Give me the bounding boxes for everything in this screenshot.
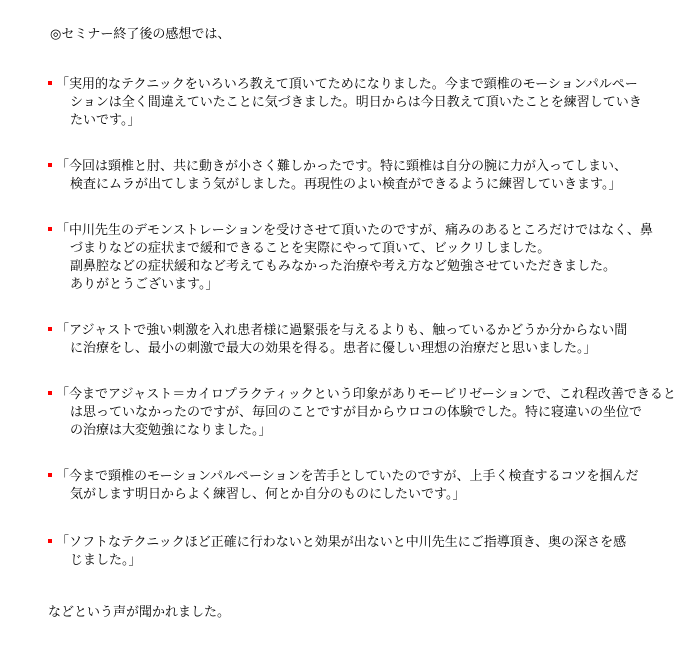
comment-line: 検査にムラが出てしまう気がしました。再現性のよい検査ができるように練習していきます。」 (70, 177, 622, 192)
comment-line: 「今まで頸椎のモーションパルペーションを苦手としていたのですが、上手く検査するコツを掴んだ (56, 469, 639, 484)
comment-item (48, 222, 663, 294)
comment-line: に治療をし、最小の刺激で最大の効果を得る。患者に優しい理想の治療だと思いました。」 (70, 341, 597, 356)
comment-line: 「ソフトなテクニックほど正確に行わないと効果が出ないと中川先生にご指導頂き、奥の深さを感 (56, 535, 627, 550)
comment-line: 気がします明日からよく練習し、何とか自分のものにしたいです。」 (70, 487, 466, 502)
comment-item (48, 322, 663, 358)
comment-line: は思っていなかったのですが、毎回のことですが目からウロコの体験でした。特に寝違いの坐位で (70, 405, 643, 420)
comment-line: ションは全く間違えていたことに気づきました。明日からは今日教えて頂いたことを練習していき (70, 95, 642, 110)
comment-line: 副鼻腔などの症状緩和など考えてもみなかった治療や考え方など勉強させていただきました。 (70, 259, 617, 274)
comment-text (48, 386, 676, 440)
intro-heading: ◎セミナー終了後の感想では、 (50, 27, 231, 42)
comment-line: 「アジャストで強い刺激を入れ患者様に過緊張を与えるよりも、触っているかどうか分からない間 (56, 323, 628, 338)
red-bullet-icon (48, 539, 52, 543)
comment-text (48, 222, 663, 294)
comment-line: じました。」 (70, 553, 142, 568)
comment-item (48, 158, 663, 194)
comment-item (48, 534, 663, 570)
comment-line: 「今回は頸椎と肘、共に動きが小さく難しかったです。特に頸椎は自分の腕に力が入ってしまい、 (56, 159, 627, 174)
red-bullet-icon (48, 327, 52, 331)
comment-text (48, 158, 663, 194)
comment-item (48, 386, 676, 440)
comment-line: たいです。」 (70, 113, 141, 128)
closing-text: などという声が聞かれました。 (48, 605, 231, 620)
red-bullet-icon (48, 163, 52, 167)
red-bullet-icon (48, 473, 52, 477)
comment-line: 「中川先生のデモンストレーションを受けさせて頂いたのですが、痛みのあるところだけではなく、鼻 (56, 223, 653, 238)
comment-item (48, 76, 663, 130)
comment-line: 「今までアジャスト＝カイロプラクティックという印象がありモービリゼーションで、これ程改善できると (56, 387, 676, 402)
comment-text (48, 322, 663, 358)
comment-line: 「実用的なテクニックをいろいろ教えて頂いてためになりました。今まで頸椎のモーションパルペー (56, 77, 638, 92)
comment-text (48, 534, 663, 570)
red-bullet-icon (48, 227, 52, 231)
comment-line: ありがとうございます。」 (70, 277, 219, 292)
comment-text (48, 468, 663, 504)
comment-line: の治療は大変勉強になりました。」 (70, 423, 272, 438)
comment-item (48, 468, 663, 504)
red-bullet-icon (48, 391, 52, 395)
comment-line: づまりなどの症状まで緩和できることを実際にやって頂いて、ビックリしました。 (70, 241, 551, 256)
red-bullet-icon (48, 81, 52, 85)
comment-text (48, 76, 663, 130)
